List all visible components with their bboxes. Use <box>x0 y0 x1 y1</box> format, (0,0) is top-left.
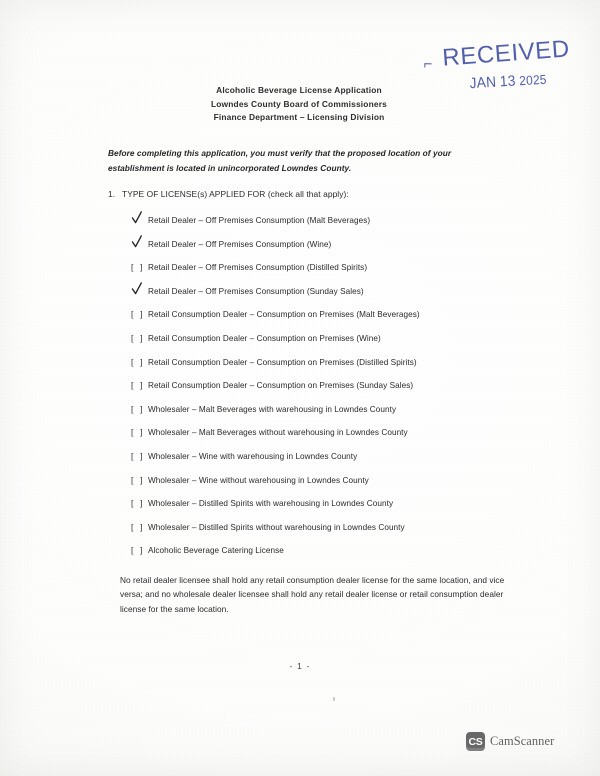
checkbox-empty[interactable] <box>131 357 148 368</box>
scan-stray-mark <box>333 697 335 701</box>
checkbox-brackets: [ ] <box>131 521 145 532</box>
license-option-label: Wholesaler – Malt Beverages without warehousing in Lowndes County <box>148 428 408 438</box>
license-option-row[interactable] <box>131 522 501 546</box>
checkbox-brackets: [ ] <box>131 332 145 343</box>
checkbox-empty[interactable] <box>131 262 148 273</box>
checkbox-empty[interactable] <box>131 309 148 320</box>
page-number-footer: - 1 - <box>289 662 311 671</box>
checkbox-checked[interactable] <box>131 286 148 297</box>
stamp-day: 13 <box>499 72 517 91</box>
license-option-label: Retail Dealer – Off Premises Consumption (Sunday Sales) <box>148 286 364 296</box>
license-option-label: Wholesaler – Distilled Spirits with warehousing in Lowndes County <box>148 499 394 509</box>
license-option-row[interactable] <box>131 545 501 569</box>
license-option-row[interactable] <box>131 498 501 522</box>
camscanner-label: CamScanner <box>490 734 555 748</box>
checkbox-empty[interactable] <box>131 475 148 486</box>
checkbox-brackets: [ ] <box>131 545 145 556</box>
question-1-text: TYPE OF LICENSE(s) APPLIED FOR (check all that apply): <box>122 189 349 199</box>
checkbox-empty[interactable] <box>131 404 148 415</box>
checkbox-empty[interactable] <box>131 380 148 391</box>
license-option-label: Retail Consumption Dealer – Consumption on Premises (Wine) <box>148 333 381 343</box>
verify-location-notice: Before completing this application, you must verify that the proposed location of your establishment is located in unincorporated Lowndes County. <box>108 148 452 173</box>
license-option-label: Alcoholic Beverage Catering License <box>148 546 284 556</box>
checkbox-empty[interactable] <box>131 498 148 509</box>
license-option-label: Retail Consumption Dealer – Consumption on Premises (Malt Beverages) <box>148 310 420 320</box>
stamp-tick-mark: ⌐ <box>423 55 433 73</box>
license-option-label: Retail Dealer – Off Premises Consumption (Wine) <box>148 239 332 249</box>
checkbox-brackets: [ ] <box>131 498 145 509</box>
checkbox-brackets: [ ] <box>131 403 145 414</box>
letterhead-line-title: Alcoholic Beverage License Application <box>216 85 382 95</box>
checkbox-checked[interactable] <box>131 215 148 226</box>
checkbox-empty[interactable] <box>131 427 148 438</box>
question-1-number: 1. <box>108 189 116 199</box>
license-option-row[interactable] <box>131 427 501 451</box>
checkbox-brackets: [ ] <box>131 262 145 273</box>
checkbox-empty[interactable] <box>131 545 148 556</box>
license-option-label: Wholesaler – Wine with warehousing in Lowndes County <box>148 451 358 461</box>
license-option-label: Retail Dealer – Off Premises Consumption (Malt Beverages) <box>148 216 371 225</box>
license-option-label: Wholesaler – Distilled Spirits without warehousing in Lowndes County <box>148 522 405 532</box>
license-option-row[interactable] <box>131 286 501 310</box>
camscanner-badge-icon: CS <box>466 732 485 751</box>
license-option-label: Wholesaler – Wine without warehousing in Lowndes County <box>148 475 369 485</box>
checkbox-empty[interactable] <box>131 333 148 344</box>
license-option-row[interactable] <box>131 215 501 239</box>
stamp-received-word: RECEIVED <box>441 35 571 72</box>
license-option-row[interactable] <box>131 475 501 499</box>
license-type-checkbox-list <box>131 215 501 569</box>
checkbox-brackets: [ ] <box>131 380 145 391</box>
checkbox-empty[interactable] <box>131 451 148 462</box>
checkbox-brackets: [ ] <box>131 427 145 438</box>
license-option-label: Wholesaler – Malt Beverages with warehousing in Lowndes County <box>148 404 397 414</box>
letterhead-line-department: Finance Department – Licensing Division <box>213 112 385 123</box>
license-option-row[interactable] <box>131 239 501 263</box>
checkbox-brackets: [ ] <box>131 309 145 320</box>
license-option-row[interactable] <box>131 404 501 428</box>
stamp-year: 2025 <box>518 71 548 89</box>
license-option-label: Retail Consumption Dealer – Consumption on Premises (Sunday Sales) <box>148 381 414 391</box>
question-1-heading <box>108 188 508 200</box>
license-option-row[interactable] <box>131 333 501 357</box>
checkbox-brackets: [ ] <box>131 450 145 461</box>
license-option-label: Retail Consumption Dealer – Consumption on Premises (Distilled Spirits) <box>148 357 417 367</box>
letterhead-line-agency: Lowndes County Board of Commissioners <box>210 98 388 109</box>
license-option-row[interactable] <box>131 357 501 381</box>
license-option-row[interactable] <box>131 451 501 475</box>
stamp-month: JAN <box>469 73 497 93</box>
checkbox-checked[interactable] <box>131 239 148 250</box>
license-option-row[interactable] <box>131 309 501 333</box>
dual-license-restriction-note: No retail dealer licensee shall hold any retail consumption dealer license for the same location, and vice versa; and no wholesale dealer licensee shall hold any retail dealer license or retail consumption dealer license for the same location. <box>120 575 505 614</box>
camscanner-watermark <box>466 732 554 751</box>
checkbox-brackets: [ ] <box>131 474 145 485</box>
checkbox-brackets: [ ] <box>131 356 145 367</box>
license-option-row[interactable] <box>131 262 501 286</box>
license-option-label: Retail Dealer – Off Premises Consumption (Distilled Spirits) <box>148 263 368 273</box>
license-option-row[interactable] <box>131 380 501 404</box>
checkbox-empty[interactable] <box>131 522 148 533</box>
